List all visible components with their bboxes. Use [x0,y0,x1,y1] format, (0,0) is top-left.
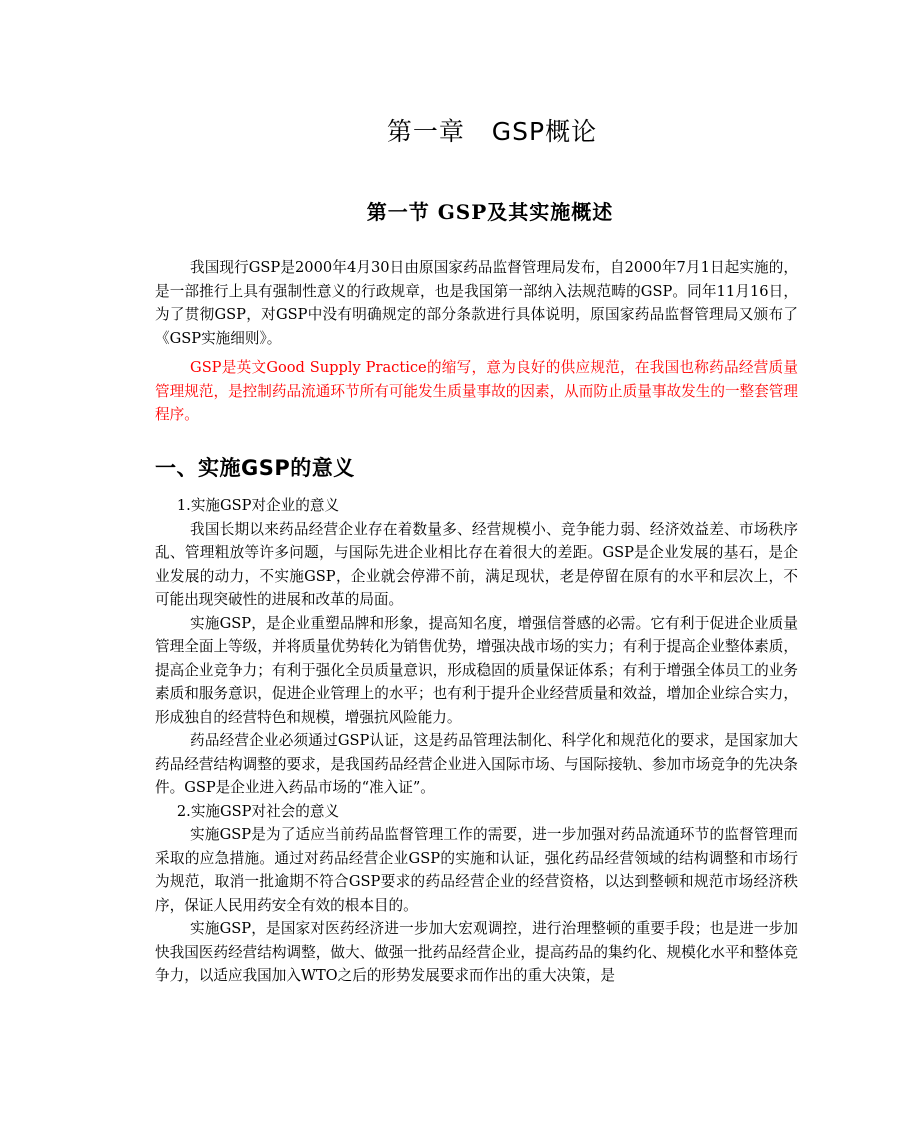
subheading-enterprise: 1.实施GSP对企业的意义 [176,497,340,514]
intro-text: 我国现行GSP是2000年4月30日由原国家药品监督管理局发布，自2000年7月1日起实施的，是一部推行上具有强制性意义的行政规章，也是我国第一部纳入法规范畴的GSP。同年11月16日，为了贯彻GSP，对GSP中没有明确规定的部分条款进行具体说明，原国家药品监督管理局又颁布了《GSP实施细则》。 [155,259,798,347]
paragraph: 实施GSP是为了适应当前药品监督管理工作的需要，进一步加强对药品流通环节的监督管理而采取的应急措施。通过对药品经营企业GSP的实施和认证，强化药品经营领域的结构调整和市场行为规范，取消一批逾期不符合GSP要求的药品经营企业的经营资格，以达到整顿和规范市场经济秩序，保证人民用药安全有效的根本目的。 [155,826,798,914]
paragraph: 药品经营企业必须通过GSP认证，这是药品管理法制化、科学化和规范化的要求，是国家加大药品经营结构调整的要求，是我国药品经营企业进入国际市场、与国际接轨、参加市场竞争的先决条件。GSP是企业进入药品市场的“准入证”。 [155,732,798,796]
heading-significance: 一、实施GSP的意义 [155,456,355,480]
subheading-society: 2.实施GSP对社会的意义 [176,802,340,820]
intro-paragraph [155,256,798,350]
paragraph: 我国长期以来药品经营企业存在着数量多、经营规模小、竞争能力弱、经济效益差、市场秩序乱、管理粗放等许多问题，与国际先进企业相比存在着很大的差距。GSP是企业发展的基石，是企业发展的动力，不实施GSP，企业就会停滞不前，满足现状，老是停留在原有的水平和层次上，不可能出现突破性的进展和改革的局面。 [155,520,798,608]
gsp-definition-text: GSP是英文Good Supply Practice的缩写，意为良好的供应规范，在我国也称药品经营质量管理规范，是控制药品流通环节所有可能发生质量事故的因素，从而防止质量事故发生的一整套管理程序。 [155,359,798,423]
chapter-title: 第一章 GSP概论 [386,117,598,146]
paragraph: 实施GSP，是国家对医药经济进一步加大宏观调控，进行治理整顿的重要手段；也是进一步加快我国医药经营结构调整，做大、做强一批药品经营企业，提高药品的集约化、规模化水平和整体竞争力，以适应我国加入WTO之后的形势发展要求而作出的重大决策，是 [155,920,798,984]
main-body [155,494,798,988]
section-title: 第一节 GSP及其实施概述 [366,200,614,224]
paragraph: 实施GSP，是企业重塑品牌和形象，提高知名度，增强信誉感的必需。它有利于促进企业质量管理全面上等级，并将质量优势转化为销售优势，增强决战市场的实力；有利于提高企业整体素质，提高企业竞争力；有利于强化全员质量意识，形成稳固的质量保证体系；有利于增强全体员工的业务素质和服务意识，促进企业管理上的水平；也有利于提升企业经营质量和效益，增加企业综合实力，形成独自的经营特色和规模，增强抗风险能力。 [155,614,798,726]
gsp-definition-paragraph [155,356,798,427]
